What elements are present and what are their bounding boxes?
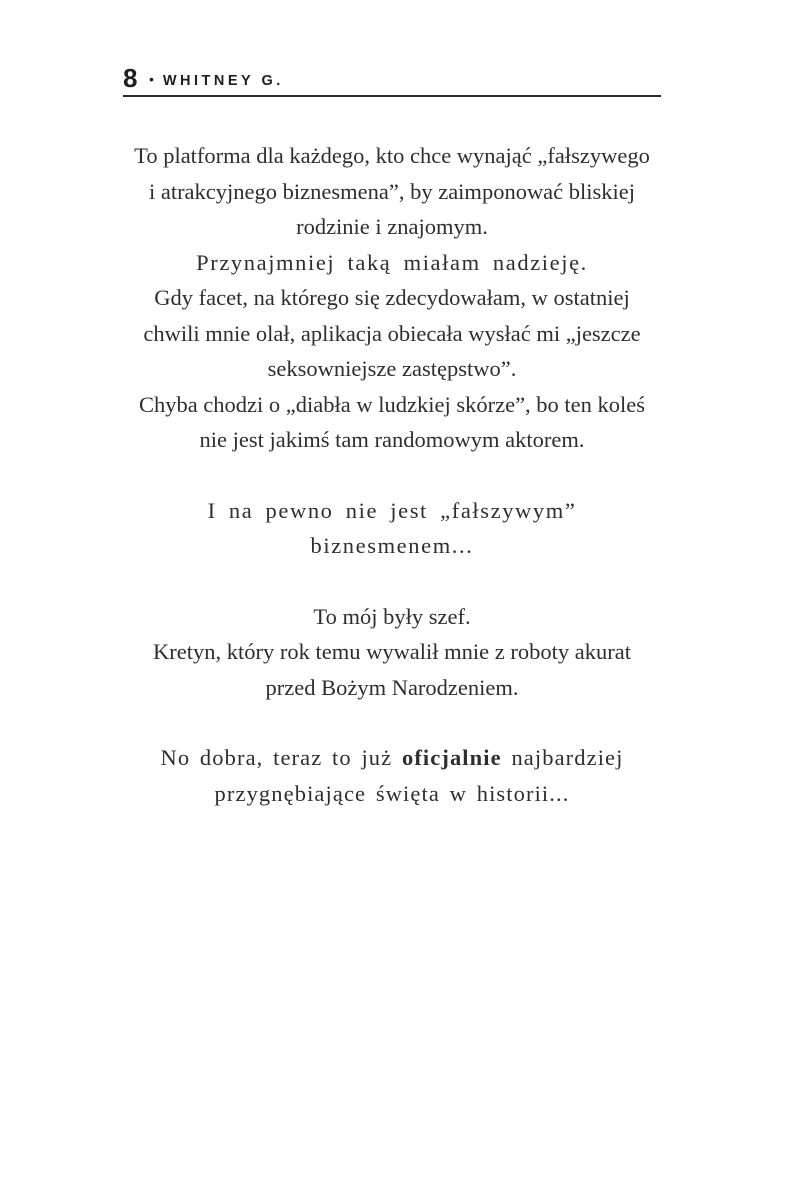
- text-segment: i atrakcyjnego biznesmena”, by zaimponować bliskiej: [148, 178, 636, 204]
- text-line: [123, 209, 661, 245]
- text-segment: Gdy facet, na którego się zdecydowałam, w ostatniej: [154, 285, 630, 310]
- header-bullet-icon: •: [148, 71, 154, 87]
- text-line: [123, 316, 661, 352]
- text-segment: najbardziej: [501, 745, 624, 770]
- text-segment: No dobra, teraz to już: [160, 745, 402, 770]
- page-number: 8: [123, 63, 138, 93]
- text-segment: chwili mnie olał, aplikacja obiecała wysłać mi „jeszcze: [143, 320, 641, 346]
- body-text: [123, 138, 661, 811]
- text-segment: I na pewno nie jest „fałszywym”: [207, 497, 577, 523]
- text-segment: rodzinie i znajomym.: [296, 214, 488, 239]
- text-segment: Kretyn, który rok temu wywalił mnie z roboty akurat: [152, 639, 631, 664]
- para-ex-boss: [123, 599, 661, 635]
- para-not-fake: [123, 493, 661, 564]
- text-line: [123, 776, 661, 812]
- header-rule: [123, 95, 661, 97]
- text-segment: To mój były szef.: [313, 603, 471, 629]
- text-line: [123, 670, 661, 706]
- text-line: [123, 138, 661, 174]
- text-line: [123, 634, 661, 670]
- text-line: [123, 387, 661, 423]
- text-segment: To platforma dla każdego, kto chce wynająć „fałszywego: [134, 143, 650, 168]
- para-officially: [123, 740, 661, 811]
- bold-text-segment: oficjalnie: [401, 745, 502, 770]
- text-segment: Przynajmniej taką miałam nadzieję.: [196, 249, 588, 275]
- text-segment: przed Bożym Narodzeniem.: [265, 674, 519, 700]
- para-fired: [123, 634, 661, 705]
- text-line: [123, 422, 661, 458]
- text-line: [123, 493, 661, 529]
- running-title: WHITNEY G.: [162, 73, 284, 89]
- text-line: [123, 599, 661, 635]
- text-segment: Chyba chodzi o „diabła w ludzkiej skórze”, bo ten koleś: [138, 391, 646, 417]
- text-line: [123, 351, 661, 387]
- text-line: [123, 174, 661, 210]
- text-line: [123, 528, 661, 564]
- para-replacement: [123, 280, 661, 387]
- page-header: [123, 63, 661, 94]
- para-devil: [123, 387, 661, 458]
- text-line: [123, 740, 661, 776]
- text-segment: nie jest jakimś tam randomowym aktorem.: [199, 427, 585, 452]
- text-segment: biznesmenem...: [310, 533, 474, 558]
- text-segment: przygnębiające święta w historii...: [214, 780, 570, 806]
- para-platform: [123, 138, 661, 245]
- text-line: [123, 280, 661, 316]
- para-hope: [123, 245, 661, 281]
- text-segment: seksowniejsze zastępstwo”.: [267, 356, 517, 381]
- text-line: [123, 245, 661, 281]
